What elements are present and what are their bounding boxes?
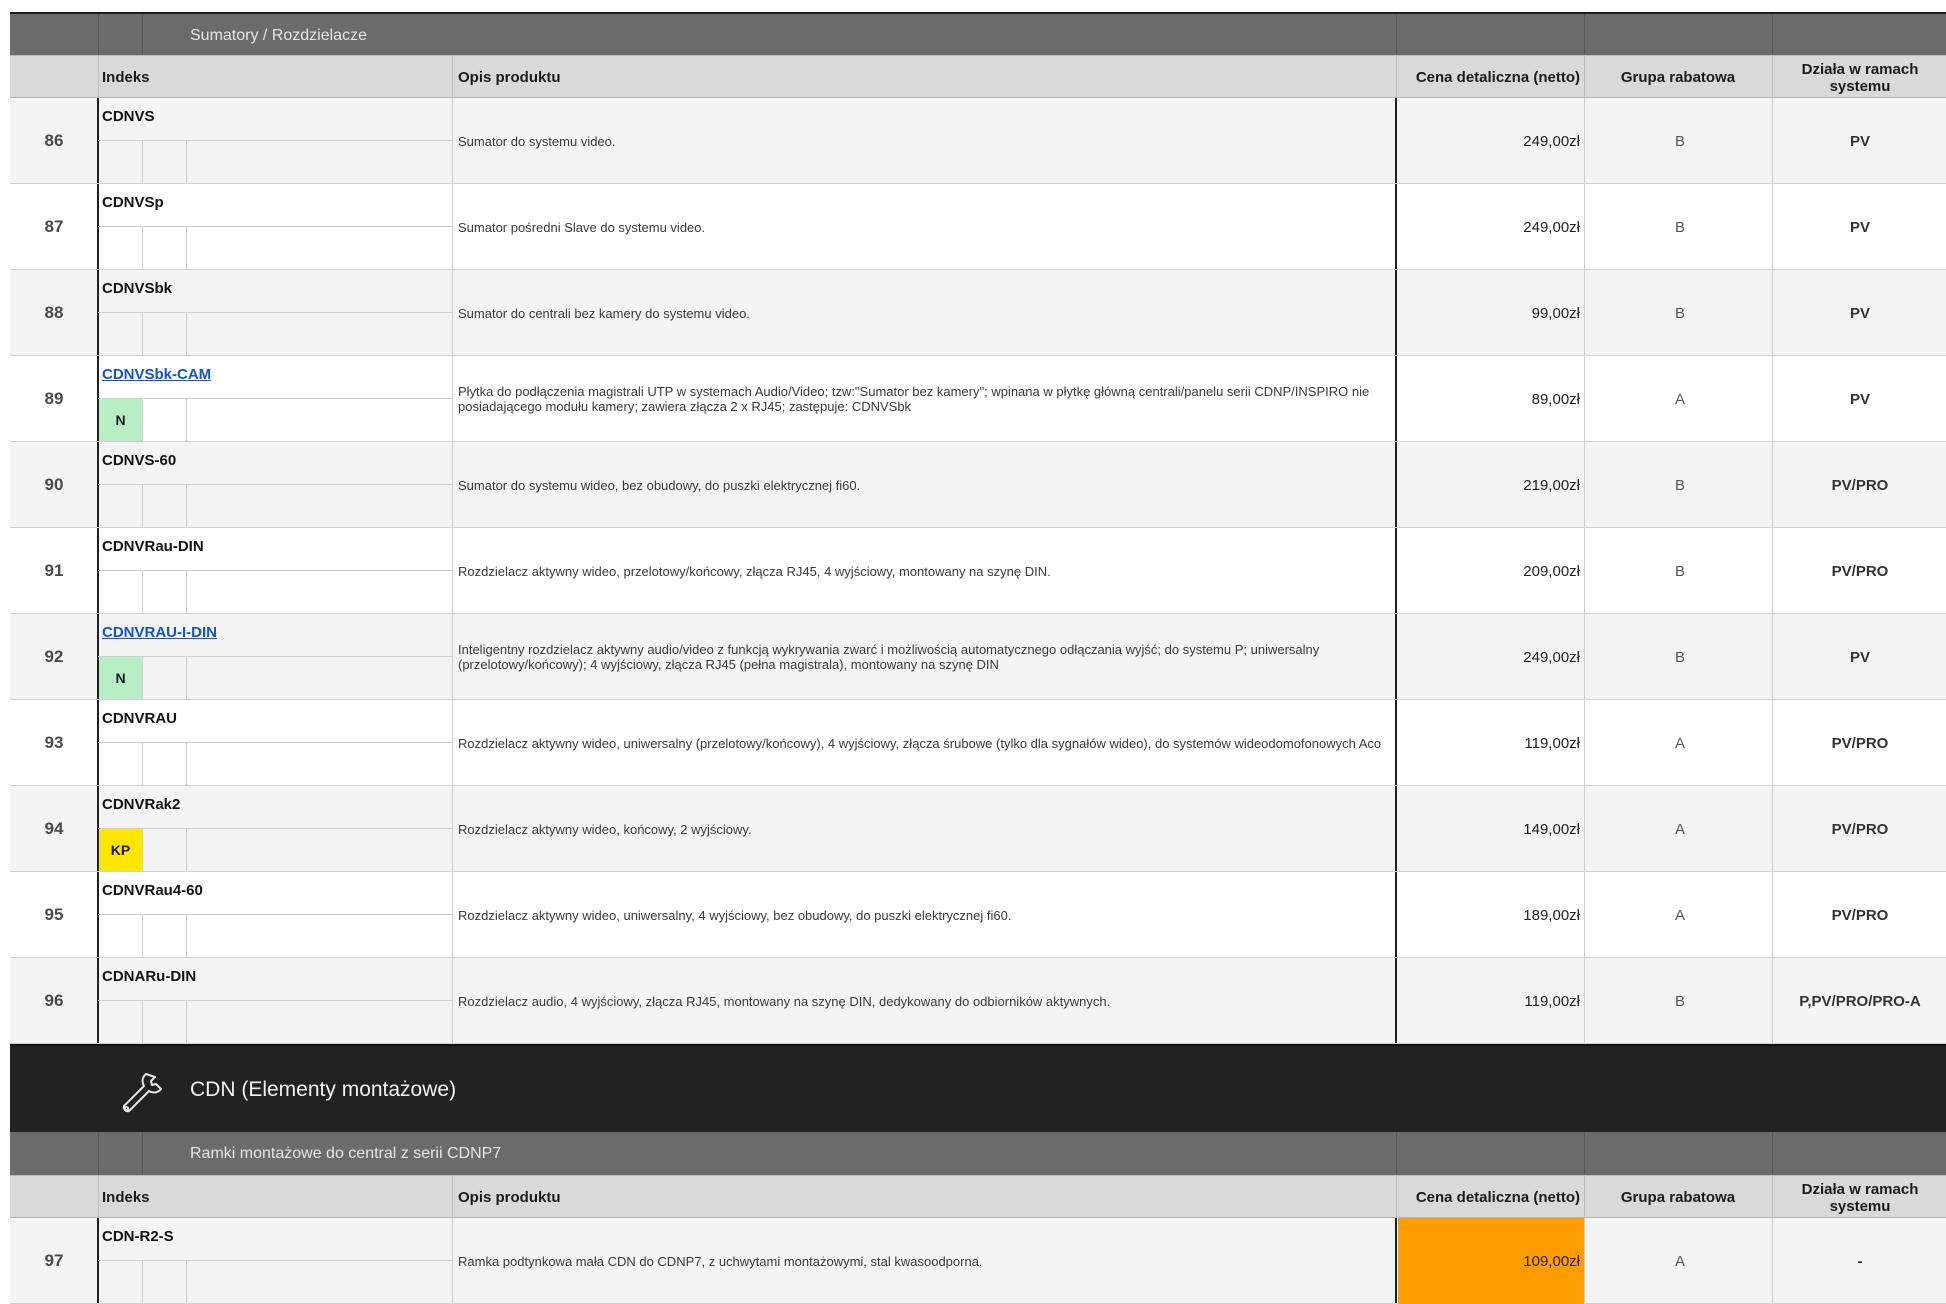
product-price: 89,00zł: [1531, 390, 1580, 408]
system-compatibility: P,PV/PRO/PRO-A: [1799, 992, 1921, 1010]
product-description: Sumator do systemu wideo, bez obudowy, do puszki elektrycznej fi60.: [458, 477, 861, 493]
column-header-description: Opis produktu: [458, 69, 561, 86]
column-header-index: Indeks: [102, 1189, 150, 1206]
column-header-row: [10, 55, 1946, 98]
product-price: 99,00zł: [1531, 304, 1580, 322]
product-description: Sumator do systemu video.: [458, 133, 616, 149]
wrench-icon: [116, 1068, 164, 1116]
table-row: [10, 700, 1946, 786]
price-list-sheet: [10, 12, 1946, 1304]
table-row: [10, 958, 1946, 1044]
row-number: 86: [44, 131, 64, 150]
product-index: CDNVRAU: [102, 710, 177, 727]
column-header-index: Indeks: [102, 69, 150, 86]
discount-group: B: [1674, 304, 1685, 322]
row-number: 89: [44, 389, 64, 408]
column-header-system: Działa w ramach systemu: [1801, 1180, 1919, 1215]
product-price: 249,00zł: [1523, 218, 1580, 236]
product-index: CDNVSbk: [102, 280, 173, 297]
product-description: Inteligentny rozdzielacz aktywny audio/video z funkcją wykrywania zwarć i możliwością automatycznego odłączania wyjść; do systemu P; uniwersalny (przelotowy/końcowy); 4 wyjściowy, złącza RJ45 (pełna magistrala), montowany na szynę DIN: [458, 642, 1320, 672]
table-row: [10, 614, 1946, 700]
product-description: Sumator pośredni Slave do systemu video.: [458, 219, 706, 235]
column-header-system: Działa w ramach systemu: [1801, 60, 1919, 95]
system-compatibility: PV: [1849, 218, 1870, 236]
product-price: 109,00zł: [1398, 1218, 1584, 1304]
product-price: 119,00zł: [1524, 734, 1580, 752]
product-description: Rozdzielacz aktywny wideo, przelotowy/końcowy, złącza RJ45, 4 wyjściowy, montowany na szynę DIN.: [458, 563, 1051, 579]
category-header: [10, 1044, 1946, 1132]
product-index-link[interactable]: CDNVRAU-I-DIN: [102, 624, 217, 641]
table-row: [10, 1218, 1946, 1304]
product-price: 249,00zł: [1523, 132, 1580, 150]
system-compatibility: PV: [1849, 390, 1870, 408]
discount-group: B: [1674, 648, 1685, 666]
discount-group: A: [1674, 820, 1685, 838]
table-row: [10, 872, 1946, 958]
product-index: CDNVS-60: [102, 452, 177, 469]
status-badge: N: [99, 399, 142, 441]
status-badge: KP: [99, 829, 142, 871]
table-row: [10, 528, 1946, 614]
row-number: 91: [44, 561, 64, 580]
row-number: 88: [44, 303, 64, 322]
product-price: 119,00zł: [1524, 992, 1580, 1010]
product-index-link[interactable]: CDNVSbk-CAM: [102, 366, 212, 383]
product-index: CDNVSp: [102, 194, 164, 211]
column-header-row: [10, 1175, 1946, 1218]
product-description: Rozdzielacz audio, 4 wyjściowy, złącza RJ45, montowany na szynę DIN, dedykowany do odbiorników aktywnych.: [458, 993, 1111, 1009]
system-compatibility: PV/PRO: [1831, 820, 1889, 838]
section-title: Sumatory / Rozdzielacze: [190, 27, 367, 44]
discount-group: A: [1674, 734, 1685, 752]
table-row: [10, 270, 1946, 356]
system-compatibility: PV/PRO: [1831, 906, 1889, 924]
section-header: [10, 12, 1946, 55]
table-row: [10, 786, 1946, 872]
table-row: [10, 442, 1946, 528]
column-header-discount-group: Grupa rabatowa: [1620, 69, 1736, 86]
system-compatibility: PV/PRO: [1831, 562, 1889, 580]
discount-group: B: [1674, 218, 1685, 236]
system-compatibility: PV: [1849, 132, 1870, 150]
product-index: CDNARu-DIN: [102, 968, 197, 985]
product-description: Sumator do centrali bez kamery do systemu video.: [458, 305, 750, 321]
discount-group: B: [1674, 476, 1685, 494]
column-header-discount-group: Grupa rabatowa: [1620, 1189, 1736, 1206]
product-description: Ramka podtynkowa mała CDN do CDNP7, z uchwytami montażowymi, stal kwasoodporna.: [458, 1253, 983, 1269]
product-index: CDNVRau-DIN: [102, 538, 204, 555]
product-price: 209,00zł: [1523, 562, 1580, 580]
system-compatibility: -: [1857, 1252, 1863, 1270]
product-price: 249,00zł: [1523, 648, 1580, 666]
discount-group: A: [1674, 906, 1685, 924]
product-description: Rozdzielacz aktywny wideo, końcowy, 2 wyjściowy.: [458, 821, 752, 837]
column-header-price: Cena detaliczna (netto): [1415, 1189, 1580, 1206]
system-compatibility: PV/PRO: [1831, 734, 1889, 752]
table-row: [10, 98, 1946, 184]
product-description: Rozdzielacz aktywny wideo, uniwersalny, 4 wyjściowy, bez obudowy, do puszki elektrycznej fi60.: [458, 907, 1012, 923]
product-price: 189,00zł: [1523, 906, 1580, 924]
section-title: Ramki montażowe do central z serii CDNP7: [190, 1145, 502, 1162]
system-compatibility: PV/PRO: [1831, 476, 1889, 494]
row-number: 87: [44, 217, 64, 236]
row-number: 92: [44, 647, 64, 666]
section-header: [10, 1132, 1946, 1175]
table-row: [10, 356, 1946, 442]
product-index: CDNVRau4-60: [102, 882, 203, 899]
product-index: CDNVS: [102, 108, 155, 125]
row-number: 95: [44, 905, 64, 924]
table-row: [10, 184, 1946, 270]
discount-group: B: [1674, 132, 1685, 150]
product-index: CDN-R2-S: [102, 1228, 174, 1245]
product-price: 149,00zł: [1523, 820, 1580, 838]
column-header-description: Opis produktu: [458, 1189, 561, 1206]
discount-group: B: [1674, 992, 1685, 1010]
product-index: CDNVRak2: [102, 796, 181, 813]
product-price: 219,00zł: [1523, 476, 1580, 494]
row-number: 90: [44, 475, 64, 494]
system-compatibility: PV: [1849, 648, 1870, 666]
row-number: 96: [44, 991, 64, 1010]
status-badge: N: [99, 657, 142, 699]
discount-group: B: [1674, 562, 1685, 580]
column-header-price: Cena detaliczna (netto): [1415, 69, 1580, 86]
product-description: Płytka do podłączenia magistrali UTP w systemach Audio/Video; tzw:"Sumator bez kamery"; wpinana w płytkę główną centrali/panelu serii CDNP/INSPIRO nie posiadającego modułu kamery; zawiera złącza 2 x RJ45; zastępuje: CDNVSbk: [458, 384, 1370, 414]
row-number: 97: [44, 1251, 64, 1270]
category-title: CDN (Elementy montażowe): [190, 1078, 457, 1101]
system-compatibility: PV: [1849, 304, 1870, 322]
discount-group: A: [1674, 1252, 1685, 1270]
product-description: Rozdzielacz aktywny wideo, uniwersalny (przelotowy/końcowy), 4 wyjściowy, złącza śrubowe (tylko dla sygnałów wideo), do systemów wideodomofonowych Aco: [458, 735, 1382, 751]
row-number: 94: [44, 819, 64, 838]
discount-group: A: [1674, 390, 1685, 408]
row-number: 93: [44, 733, 64, 752]
